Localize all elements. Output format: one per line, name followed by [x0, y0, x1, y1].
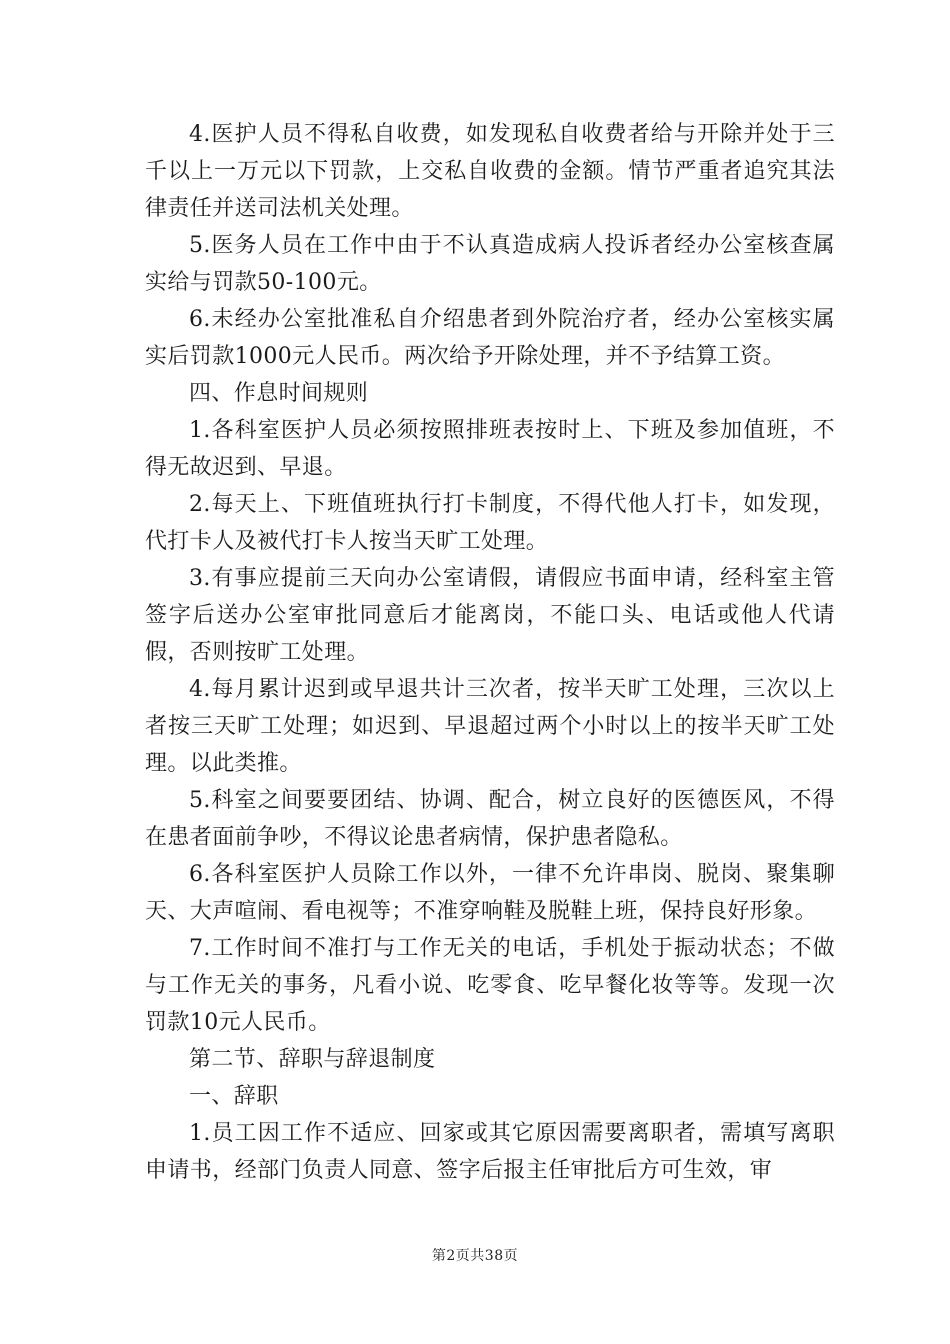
paragraph: 4.每月累计迟到或早退共计三次者，按半天旷工处理，三次以上者按三天旷工处理；如迟到、早退超过两个小时以上的按半天旷工处理。以此类推。: [145, 677, 835, 776]
paragraph: 4.医护人员不得私自收费，如发现私自收费者给与开除并处于三千以上一万元以下罚款，上交私自收费的金额。情节严重者追究其法律责任并送司法机关处理。: [145, 122, 835, 221]
paragraph: 1.各科室医护人员必须按照排班表按时上、下班及参加值班，不得无故迟到、早退。: [145, 418, 835, 480]
subsection-heading: 一、辞职: [189, 1084, 279, 1109]
paragraph: 6.各科室医护人员除工作以外，一律不允许串岗、脱岗、聚集聊天、大声喧闹、看电视等；不准穿响鞋及脱鞋上班，保持良好形象。: [145, 862, 835, 924]
paragraph: 6.未经办公室批准私自介绍患者到外院治疗者，经办公室核实属实后罚款1000元人民币。两次给予开除处理，并不予结算工资。: [145, 307, 835, 369]
page-footer: 第2页共38页: [431, 1248, 519, 1264]
paragraph: 1.员工因工作不适应、回家或其它原因需要离职者，需填写离职申请书，经部门负责人同意、签字后报主任审批后方可生效，审: [145, 1121, 835, 1183]
document-body: [145, 116, 835, 1189]
paragraph: 5.医务人员在工作中由于不认真造成病人投诉者经办公室核查属实给与罚款50-100元。: [145, 233, 835, 295]
section-heading: 四、作息时间规则: [189, 381, 369, 406]
section-heading: 第二节、辞职与辞退制度: [189, 1047, 436, 1072]
paragraph: 2.每天上、下班值班执行打卡制度，不得代他人打卡，如发现，代打卡人及被代打卡人按当天旷工处理。: [145, 492, 835, 554]
paragraph: 5.科室之间要要团结、协调、配合，树立良好的医德医风，不得在患者面前争吵，不得议论患者病情，保护患者隐私。: [145, 788, 835, 850]
paragraph: 3.有事应提前三天向办公室请假，请假应书面申请，经科室主管签字后送办公室审批同意后才能离岗，不能口头、电话或他人代请假，否则按旷工处理。: [145, 566, 835, 665]
paragraph: 7.工作时间不准打与工作无关的电话，手机处于振动状态；不做与工作无关的事务，凡看小说、吃零食、吃早餐化妆等等。发现一次罚款10元人民币。: [145, 936, 835, 1035]
